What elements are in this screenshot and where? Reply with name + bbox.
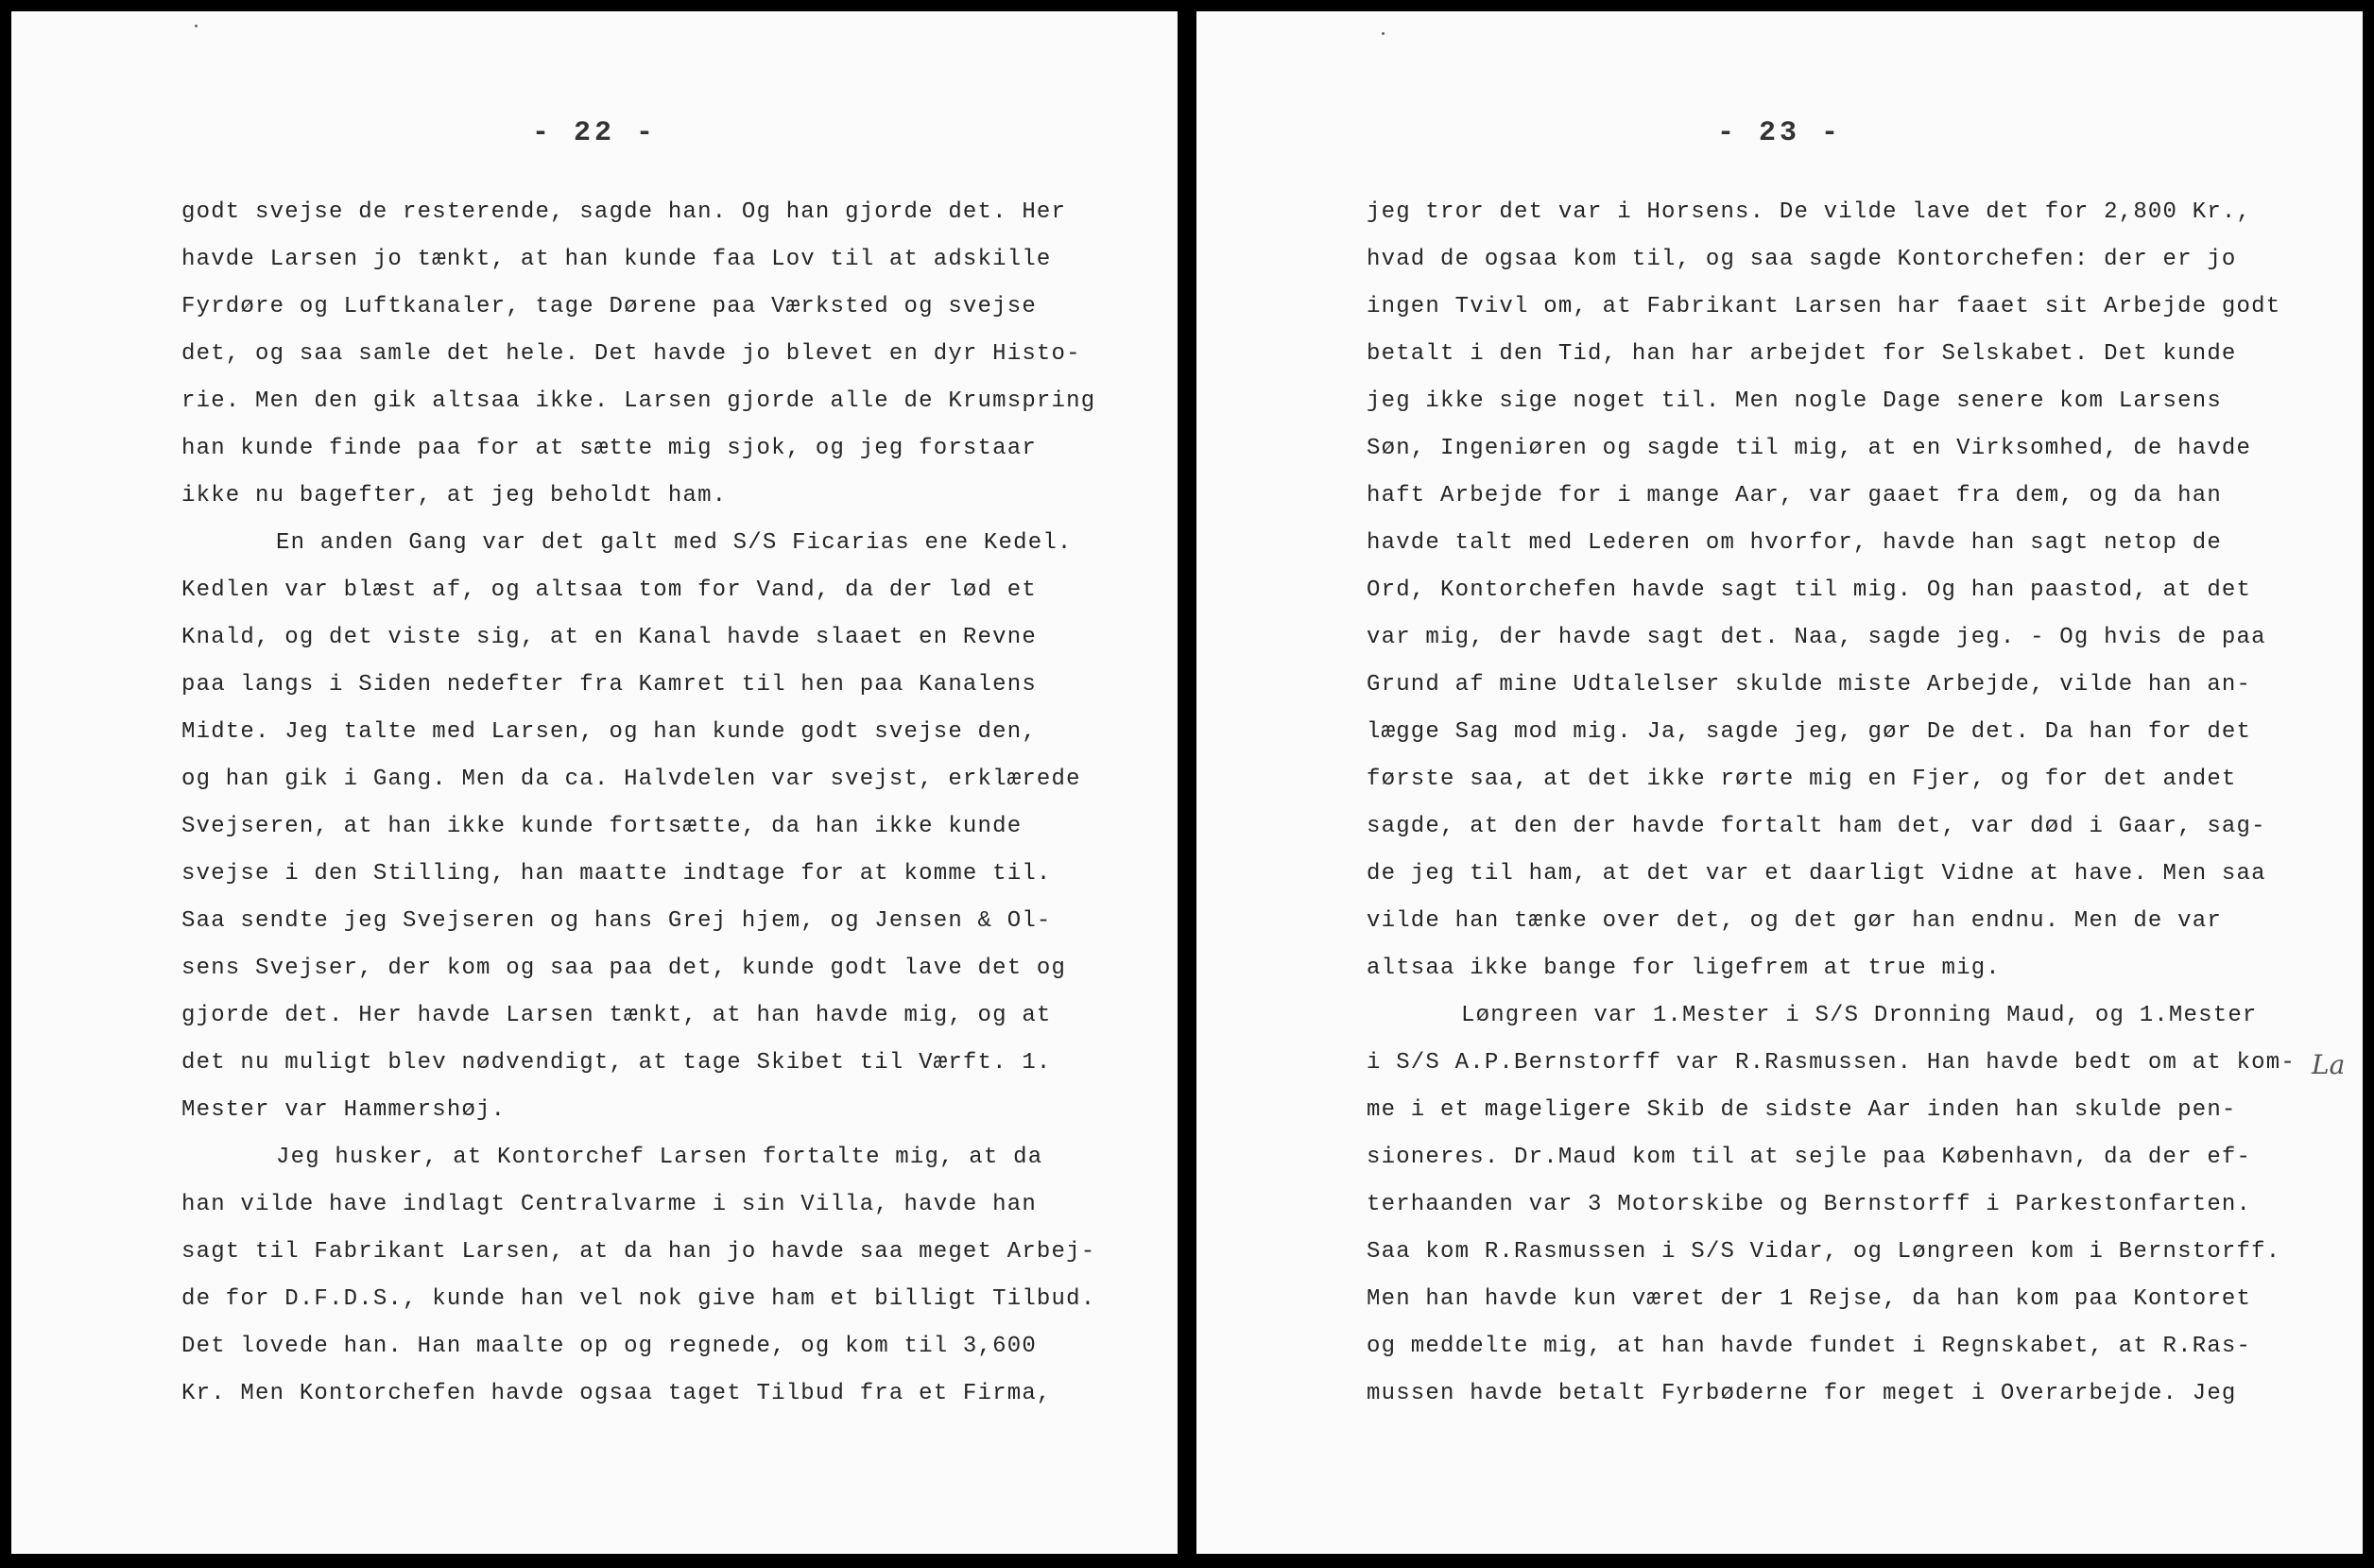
text-line: lægge Sag mod mig. Ja, sagde jeg, gør De det. Da han for det xyxy=(1367,719,2252,745)
text-line: Saa kom R.Rasmussen i S/S Vidar, og Løngreen kom i Bernstorff. xyxy=(1367,1239,2281,1265)
text-line: det, og saa samle det hele. Det havde jo blevet en dyr Histo- xyxy=(181,341,1081,367)
text-line: de for D.F.D.S., kunde han vel nok give ham et billigt Tilbud. xyxy=(181,1286,1096,1312)
text-line: sagt til Fabrikant Larsen, at da han jo havde saa meget Arbej- xyxy=(181,1239,1096,1265)
text-line: haft Arbejde for i mange Aar, var gaaet fra dem, og da han xyxy=(1367,483,2222,508)
text-line: sioneres. Dr.Maud kom til at sejle paa København, da der ef- xyxy=(1367,1145,2252,1170)
text-line: i S/S A.P.Bernstorff var R.Rasmussen. Han havde bedt om at kom- xyxy=(1367,1050,2296,1076)
text-line: Midte. Jeg talte med Larsen, og han kunde godt svejse den, xyxy=(181,719,1037,745)
text-line: og meddelte mig, at han havde fundet i Regnskabet, at R.Ras- xyxy=(1367,1334,2252,1359)
text-line: Mester var Hammershøj. xyxy=(181,1097,507,1123)
text-line: havde talt med Lederen om hvorfor, havde han sagt netop de xyxy=(1367,530,2222,556)
text-line: ikke nu bagefter, at jeg beholdt ham. xyxy=(181,483,728,508)
page-number: - 22 - xyxy=(531,117,658,149)
text-line: betalt i den Tid, han har arbejdet for Selskabet. Det kunde xyxy=(1367,341,2237,367)
text-line: En anden Gang var det galt med S/S Ficarias ene Kedel. xyxy=(276,530,1073,556)
text-line: var mig, der havde sagt det. Naa, sagde jeg. - Og hvis de paa xyxy=(1367,625,2266,650)
page-text xyxy=(181,189,1096,1418)
text-line: sens Svejser, der kom og saa paa det, kunde godt lave det og xyxy=(181,956,1067,981)
text-line: me i et mageligere Skib de sidste Aar inden han skulde pen- xyxy=(1367,1097,2237,1123)
text-line: Knald, og det viste sig, at en Kanal havde slaaet en Revne xyxy=(181,625,1037,650)
handwritten-margin-note: La xyxy=(2312,1049,2346,1080)
text-line: svejse i den Stilling, han maatte indtage for at komme til. xyxy=(181,861,1052,887)
text-line: Svejseren, at han ikke kunde fortsætte, da han ikke kunde xyxy=(181,814,1023,839)
text-line: Kr. Men Kontorchefen havde ogsaa taget Tilbud fra et Firma, xyxy=(181,1381,1052,1406)
text-line: paa langs i Siden nedefter fra Kamret til hen paa Kanalens xyxy=(181,672,1037,698)
text-line: altsaa ikke bange for ligefrem at true mig. xyxy=(1367,956,2001,981)
text-line: det nu muligt blev nødvendigt, at tage Skibet til Værft. 1. xyxy=(181,1050,1052,1076)
text-line: Grund af mine Udtalelser skulde miste Arbejde, vilde han an- xyxy=(1367,672,2252,698)
text-line: gjorde det. Her havde Larsen tænkt, at han havde mig, og at xyxy=(181,1003,1052,1028)
text-line: og han gik i Gang. Men da ca. Halvdelen var svejst, erklærede xyxy=(181,767,1081,792)
right-page xyxy=(1196,11,2363,1554)
text-line: sagde, at den der havde fortalt ham det, var død i Gaar, sag- xyxy=(1367,814,2266,839)
left-page xyxy=(11,11,1178,1554)
text-line: ingen Tvivl om, at Fabrikant Larsen har faaet sit Arbejde godt xyxy=(1367,294,2281,319)
text-line: rie. Men den gik altsaa ikke. Larsen gjorde alle de Krumspring xyxy=(181,388,1096,414)
text-line: terhaanden var 3 Motorskibe og Bernstorff i Parkestonfarten. xyxy=(1367,1192,2252,1217)
text-line: de jeg til ham, at det var et daarligt Vidne at have. Men saa xyxy=(1367,861,2266,887)
text-line: Fyrdøre og Luftkanaler, tage Dørene paa Værksted og svejse xyxy=(181,294,1037,319)
text-line: havde Larsen jo tænkt, at han kunde faa Lov til at adskille xyxy=(181,247,1052,272)
text-line: Jeg husker, at Kontorchef Larsen fortalte mig, at da xyxy=(276,1145,1043,1170)
text-line: Søn, Ingeniøren og sagde til mig, at en Virksomhed, de havde xyxy=(1367,436,2252,461)
speck xyxy=(1382,32,1385,35)
text-line: godt svejse de resterende, sagde han. Og han gjorde det. Her xyxy=(181,199,1067,225)
text-line: Løngreen var 1.Mester i S/S Dronning Maud, og 1.Mester xyxy=(1461,1003,2258,1028)
page-number: - 23 - xyxy=(1716,117,1843,149)
text-line: Det lovede han. Han maalte op og regnede, og kom til 3,600 xyxy=(181,1334,1037,1359)
text-line: Saa sendte jeg Svejseren og hans Grej hjem, og Jensen & Ol- xyxy=(181,908,1052,934)
text-line: første saa, at det ikke rørte mig en Fjer, og for det andet xyxy=(1367,767,2237,792)
speck xyxy=(195,25,198,27)
text-line: mussen havde betalt Fyrbøderne for meget i Overarbejde. Jeg xyxy=(1367,1381,2237,1406)
text-line: Men han havde kun været der 1 Rejse, da han kom paa Kontoret xyxy=(1367,1286,2252,1312)
page-text xyxy=(1367,189,2296,1418)
text-line: Ord, Kontorchefen havde sagt til mig. Og han paastod, at det xyxy=(1367,577,2252,603)
text-line: Kedlen var blæst af, og altsaa tom for Vand, da der lød et xyxy=(181,577,1037,603)
text-line: jeg tror det var i Horsens. De vilde lave det for 2,800 Kr., xyxy=(1367,199,2252,225)
text-line: han vilde have indlagt Centralvarme i sin Villa, havde han xyxy=(181,1192,1037,1217)
text-line: vilde han tænke over det, og det gør han endnu. Men de var xyxy=(1367,908,2222,934)
text-line: jeg ikke sige noget til. Men nogle Dage senere kom Larsens xyxy=(1367,388,2222,414)
text-line: hvad de ogsaa kom til, og saa sagde Kontorchefen: der er jo xyxy=(1367,247,2237,272)
text-line: han kunde finde paa for at sætte mig sjok, og jeg forstaar xyxy=(181,436,1037,461)
